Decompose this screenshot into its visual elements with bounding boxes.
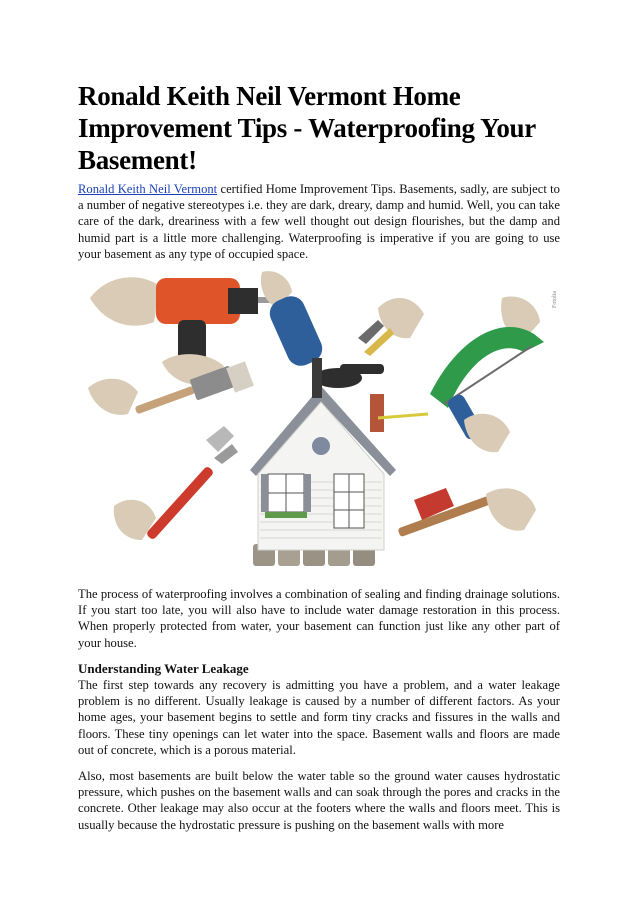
tools-house-illustration xyxy=(78,268,564,570)
intro-paragraph xyxy=(78,181,560,262)
tape-measure-icon xyxy=(378,414,428,418)
hacksaw-icon xyxy=(430,296,544,452)
svg-text:Fotolia: Fotolia xyxy=(552,290,558,308)
pliers-icon xyxy=(358,298,424,356)
hydrostatic-paragraph: Also, most basements are built below the water table so the ground water causes hydrostatic pressure, which pushes on the basement walls and can soak through the pores and cracks in the concrete. Other leakage may also occur at the footers where the walls and floors meet. This is usually because the hydrostatic pressure is pushing on the basement walls with more xyxy=(78,769,560,832)
section-heading: Understanding Water Leakage xyxy=(78,661,249,676)
article-title: Ronald Keith Neil Vermont Home Improvement Tips - Waterproofing Your Basement! xyxy=(78,81,536,175)
hammer-icon xyxy=(398,488,536,537)
drill-icon xyxy=(90,277,292,385)
wrench-icon xyxy=(114,426,238,541)
waterproofing-paragraph: The process of waterproofing involves a combination of sealing and finding drainage solutions. If you start too late, you will also have to include water damage restoration in this process. When properly protected from water, your basement can function just like any other part of your house. xyxy=(78,587,560,650)
intro-text: certified Home Improvement Tips. Basements, sadly, are subject to a number of negative stereotypes i.e. they are dark, dreary, damp and humid. Well, you can take care of the dark, dreariness with a few well thought out design flourishes, but the damp and humid part is a little more challenging. Waterproofing is imperative if you are going to use your basement as any type of occupied space. xyxy=(78,182,560,261)
author-link[interactable]: Ronald Keith Neil Vermont xyxy=(78,182,218,196)
house-icon xyxy=(250,386,396,550)
leakage-paragraph: The first step towards any recovery is admitting you have a problem, and a water leakage problem is no different. Usually leakage is caused by a number of different factors. As your home ages, your basement begins to settle and form tiny cracks and fissures in the walls and floors. These tiny openings can let water into the space. Basement walls and floors are made out of concrete, which is a porous material. xyxy=(78,678,560,757)
